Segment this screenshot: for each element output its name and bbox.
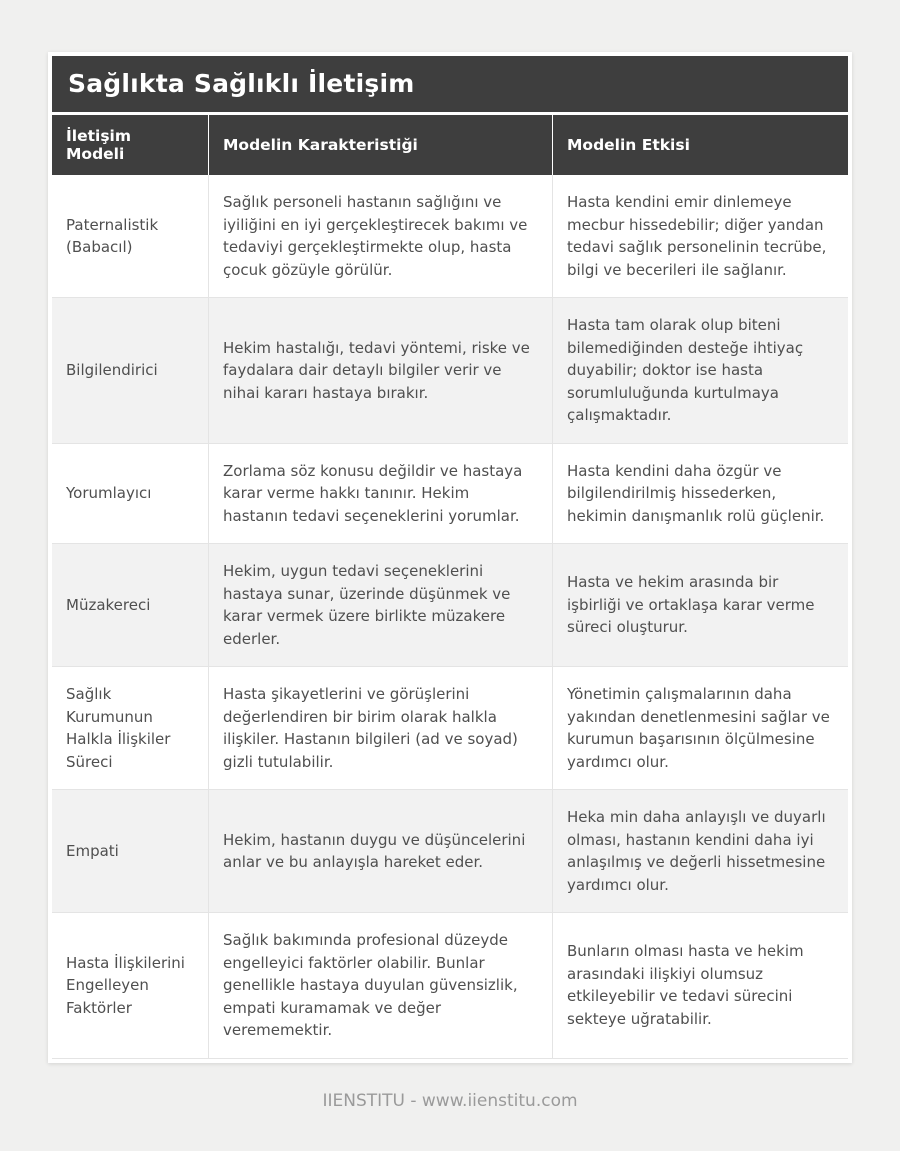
characteristic-cell: Hekim hastalığı, tedavi yöntemi, riske ve faydalara dair detaylı bilgiler verir ve nihai kararı hastaya bırakır. <box>208 298 552 444</box>
footer-credit: IIENSTITU - www.iienstitu.com <box>322 1090 578 1111</box>
column-header-characteristic: Modelin Karakteristiği <box>208 115 552 175</box>
characteristic-cell: Hekim, uygun tedavi seçeneklerini hastaya sunar, üzerinde düşünmek ve karar vermek üzere birlikte müzakere ederler. <box>208 544 552 667</box>
model-cell: Bilgilendirici <box>52 298 208 444</box>
effect-cell: Bunların olması hasta ve hekim arasındaki ilişkiyi olumsuz etkileyebilir ve tedavi sürecini sekteye uğratabilir. <box>552 913 848 1059</box>
characteristic-cell: Sağlık bakımında profesional düzeyde engelleyici faktörler olabilir. Bunlar genellikle hastaya duyulan güvensizlik, empati kuramamak ve değer verememektir. <box>208 913 552 1059</box>
communication-models-table <box>52 115 848 1059</box>
effect-cell: Yönetimin çalışmalarının daha yakından denetlenmesini sağlar ve kurumun başarısının ölçülmesine yardımcı olur. <box>552 667 848 790</box>
table-row <box>52 913 848 1059</box>
table-card <box>48 52 852 1063</box>
table-row <box>52 667 848 790</box>
characteristic-cell: Zorlama söz konusu değildir ve hastaya karar verme hakkı tanınır. Hekim hastanın tedavi seçeneklerini yorumlar. <box>208 444 552 545</box>
model-cell: Sağlık Kurumunun Halkla İlişkiler Süreci <box>52 667 208 790</box>
effect-cell: Hasta tam olarak olup biteni bilemediğinden desteğe ihtiyaç duyabilir; doktor ise hasta sorumluluğunda kurtulmaya çalışmaktadır. <box>552 298 848 444</box>
table-row <box>52 544 848 667</box>
effect-cell: Heka min daha anlayışlı ve duyarlı olması, hastanın kendini daha iyi anlaşılmış ve değerli hissetmesine yardımcı olur. <box>552 790 848 913</box>
effect-cell: Hasta kendini daha özgür ve bilgilendirilmiş hissederken, hekimin danışmanlık rolü güçlenir. <box>552 444 848 545</box>
effect-cell: Hasta kendini emir dinlemeye mecbur hissedebilir; diğer yandan tedavi sağlık personelinin tecrübe, bilgi ve becerileri ile sağlanır. <box>552 175 848 298</box>
page-title: Sağlıkta Sağlıklı İletişim <box>52 56 848 112</box>
characteristic-cell: Hekim, hastanın duygu ve düşüncelerini anlar ve bu anlayışla hareket eder. <box>208 790 552 913</box>
model-cell: Hasta İlişkilerini Engelleyen Faktörler <box>52 913 208 1059</box>
model-cell: Paternalistik (Babacıl) <box>52 175 208 298</box>
model-cell: Empati <box>52 790 208 913</box>
table-row <box>52 444 848 545</box>
model-cell: Yorumlayıcı <box>52 444 208 545</box>
model-cell: Müzakereci <box>52 544 208 667</box>
characteristic-cell: Hasta şikayetlerini ve görüşlerini değerlendiren bir birim olarak halkla ilişkiler. Hastanın bilgileri (ad ve soyad) gizli tutulabilir. <box>208 667 552 790</box>
effect-cell: Hasta ve hekim arasında bir işbirliği ve ortaklaşa karar verme süreci oluşturur. <box>552 544 848 667</box>
column-header-model: İletişim Modeli <box>52 115 208 175</box>
characteristic-cell: Sağlık personeli hastanın sağlığını ve iyiliğini en iyi gerçekleştirecek bakımı ve tedaviyi gerçekleştirmekte olup, hasta çocuk gözüyle görülür. <box>208 175 552 298</box>
header-row <box>52 115 848 175</box>
column-header-effect: Modelin Etkisi <box>552 115 848 175</box>
table-row <box>52 175 848 298</box>
table-row <box>52 790 848 913</box>
table-row <box>52 298 848 444</box>
